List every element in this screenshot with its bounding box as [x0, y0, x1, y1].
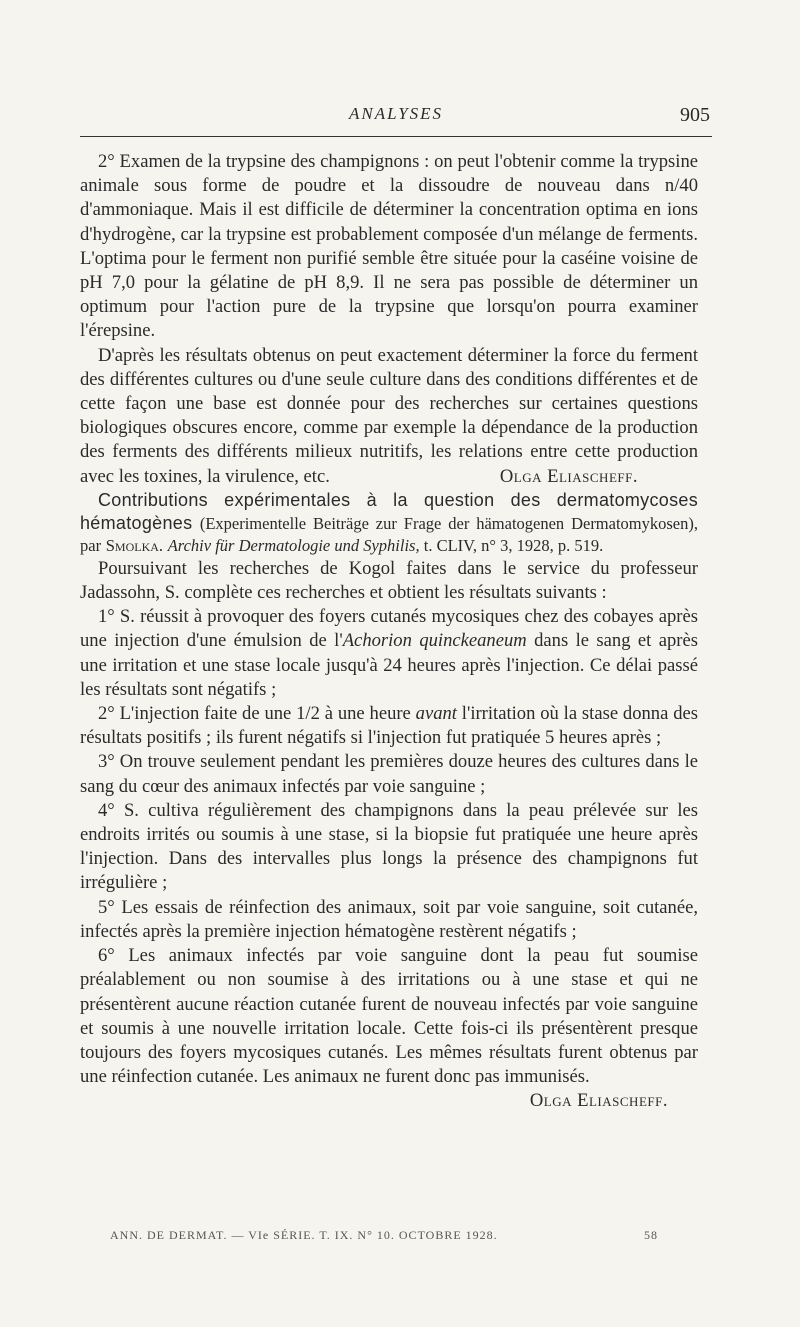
paragraph [80, 605, 698, 702]
paragraph [80, 344, 698, 489]
paragraph-text: 2° Examen de la trypsine des champignons : on peut l'obtenir comme la trypsine animale sous forme de poudre et la dissoudre de nouveau dans n/40 d'ammoniaque. Mais il est difficile de déterminer la concentration optima en ions d'hydrogène, car la trypsine est probablement composée d'un mélange de ferments. L'optima pour le ferment non purifié semble être située pour la caséine voisine de pH 7,0 pour la gélatine de pH 8,9. Il ne sera pas possible de déterminer un optimum pour l'action pure de la trypsine que lorsqu'on pourra examiner l'érepsine. [80, 151, 698, 342]
italic-term: Achorion quinckeaneum [342, 630, 527, 652]
review-heading [80, 489, 698, 557]
page-number: 905 [680, 104, 710, 126]
paragraph-text: 6° Les animaux infectés par voie sanguine dont la peau fut soumise préalablement ou non soumise à des irritations ou à une stase et qui ne présentèrent aucune réaction cutanée furent de nouveau infectés par voie sanguine et soumis à une nouvelle irritation locale. Cette fois-ci ils présentèrent presque toujours des foyers mycosiques cutanés. Les mêmes résultats furent obtenus par une réinfection cutanée. Les animaux ne furent donc pas immunisés. [80, 945, 698, 1088]
review-journal: Archiv für Dermatologie und Syphilis, [167, 535, 420, 555]
italic-term: avant [415, 703, 457, 725]
paragraph-text: Poursuivant les recherches de Kogol faites dans le service du professeur Jadassohn, S. complète ces recherches et obtient les résultats suivants : [80, 557, 698, 604]
review-citation: t. CLIV, n° 3, 1928, p. 519. [419, 535, 604, 555]
review-title: Contributions expérimentales à la question des dermatomycoses hématogènes [80, 489, 698, 533]
review-sep: . [158, 535, 164, 555]
footer-sheet-number: 58 [644, 1228, 658, 1242]
author-signature: Olga Eliascheff. [499, 465, 638, 487]
footer-citation: ANN. DE DERMAT. — VIe SÉRIE. T. IX. N° 10. OCTOBRE 1928. [110, 1228, 498, 1242]
paragraph [80, 799, 698, 896]
running-head: ANALYSES [348, 104, 444, 123]
review-author: Smolka [105, 535, 159, 555]
paragraph [80, 557, 698, 605]
paragraph [80, 150, 698, 344]
paragraph-text: 5° Les essais de réinfection des animaux, soit par voie sanguine, soit cutanée, infectés après la première injection hématogène restèrent négatifs ; [80, 896, 698, 942]
paragraph-text: dans le sang et après une irritation et une stase locale jusqu'à 24 heures après l'injection. Ce délai passé les résultats sont négatifs ; [80, 630, 698, 700]
review-subtitle: (Experimentelle Beiträge zur Frage der hämatogenen Dermatomykosen), [199, 513, 699, 533]
author-signature: Olga Eliascheff. [529, 1090, 668, 1112]
paragraph-text: 2° L'injection faite de une 1/2 à une heure [98, 703, 416, 725]
paragraph-text: l'irritation où la stase donna des résultats positifs ; ils furent négatifs si l'injection fut pratiquée 5 heures après ; [80, 703, 698, 749]
paragraph-text: 1° S. réussit à provoquer des foyers cutanés mycosiques chez des cobayes après une injection d'une émulsion de l' [80, 606, 698, 652]
paragraph [80, 944, 698, 1112]
paragraph [80, 896, 698, 944]
paragraph-text: D'après les résultats obtenus on peut exactement déterminer la force du ferment des différentes cultures ou d'une seule culture dans des conditions différentes et de cette façon une base est donnée pour des recherches sur certaines questions biologiques obscures encore, comme par exemple la dépendance de la production des ferments des différents milieux nutritifs, les relations entre cette production avec les toxines, la virulence, etc. [80, 344, 698, 487]
paragraph [80, 750, 698, 798]
paragraph [80, 702, 698, 750]
page-header [80, 96, 712, 137]
paragraph-text: 3° On trouve seulement pendant les premières douze heures des cultures dans le sang du cœur des animaux infectés par voie sanguine ; [80, 751, 698, 797]
review-author-prefix: par [80, 535, 102, 555]
article-body [80, 150, 698, 1114]
paragraph-text: 4° S. cultiva régulièrement des champignons dans la peau prélevée sur les endroits irrités ou soumis à une stase, si la biopsie fut pratiquée une heure après l'injection. Dans des intervalles plus longs la présence des champignons fut irrégulière ; [80, 799, 698, 894]
